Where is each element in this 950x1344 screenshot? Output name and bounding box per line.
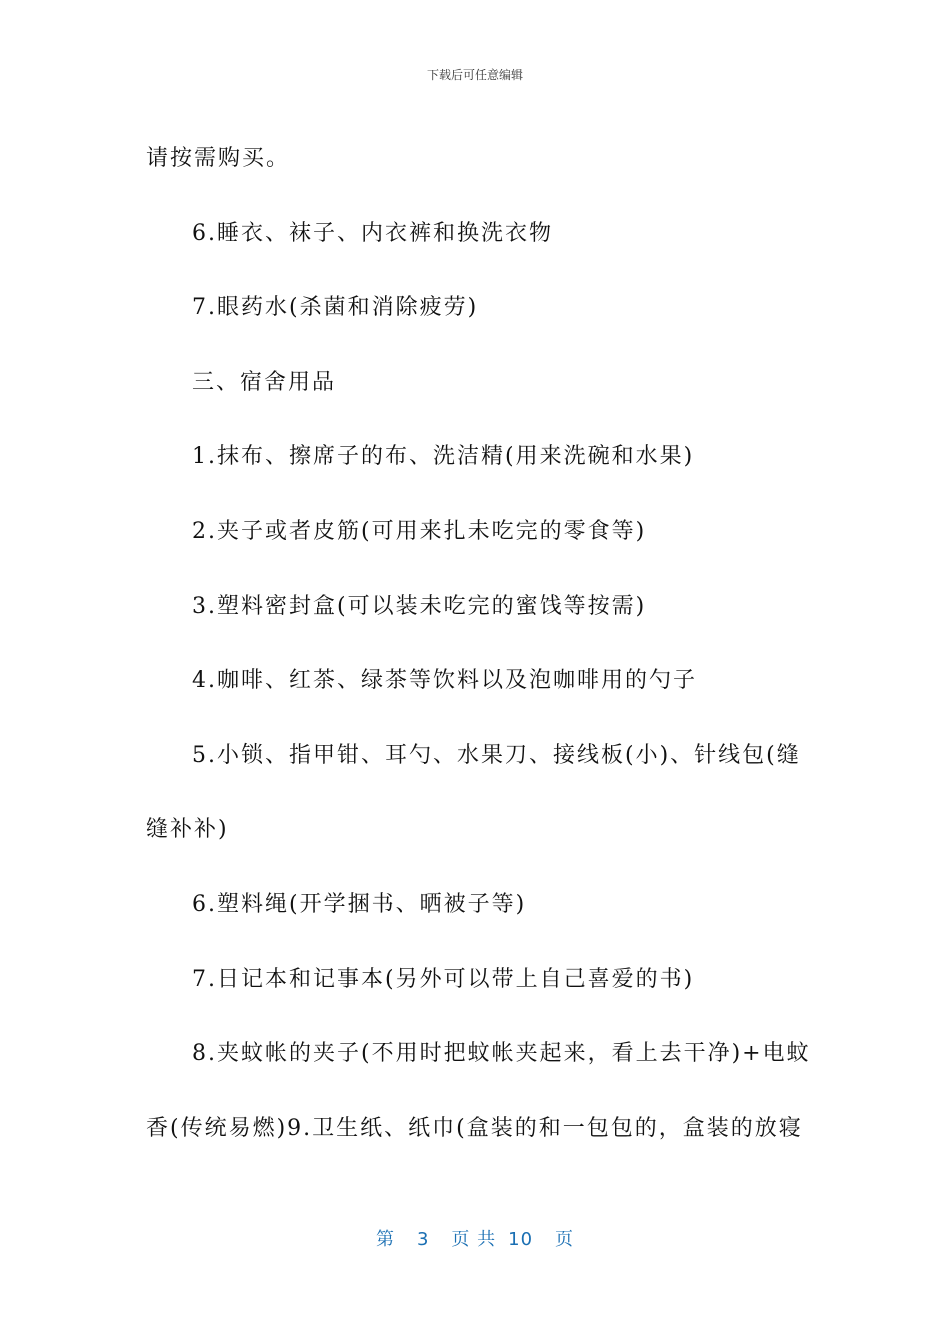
footer-current-page: 3	[416, 1229, 430, 1250]
text-line: 7.眼药水(杀菌和消除疲劳)	[192, 295, 479, 321]
text-line: 香(传统易燃)9.卫生纸、纸巾(盒装的和一包包的，盒装的放寝	[146, 1115, 803, 1141]
text-line: 缝补补)	[146, 817, 229, 843]
footer-label-pages: 页	[555, 1229, 575, 1250]
page-header: 下载后可任意编辑	[426, 68, 523, 82]
footer-total-pages: 10	[508, 1229, 534, 1250]
text-line: 4.咖啡、红茶、绿茶等饮料以及泡咖啡用的勺子	[192, 668, 697, 694]
document-body	[146, 122, 811, 1166]
text-line: 6.睡衣、袜子、内衣裤和换洗衣物	[192, 220, 553, 246]
text-line: 2.夹子或者皮筋(可用来扎未吃完的零食等)	[192, 518, 647, 544]
text-line: 6.塑料绳(开学捆书、晒被子等)	[192, 891, 527, 917]
text-line: 请按需购买。	[146, 146, 291, 171]
page-footer	[0, 1225, 950, 1251]
text-line: 7.日记本和记事本(另外可以带上自己喜爱的书)	[192, 966, 695, 992]
section-heading: 三、宿舍用品	[192, 369, 337, 395]
text-line: 3.塑料密封盒(可以装未吃完的蜜饯等按需)	[192, 593, 647, 619]
text-line: 8.夹蚊帐的夹子(不用时把蚊帐夹起来，看上去干净)+电蚊	[192, 1041, 811, 1067]
footer-label-page: 第	[375, 1229, 395, 1250]
text-line: 5.小锁、指甲钳、耳勺、水果刀、接线板(小)、针线包(缝	[192, 742, 801, 768]
text-line: 1.抹布、擦席子的布、洗洁精(用来洗碗和水果)	[192, 444, 695, 470]
footer-label-of: 页 共	[451, 1229, 497, 1250]
